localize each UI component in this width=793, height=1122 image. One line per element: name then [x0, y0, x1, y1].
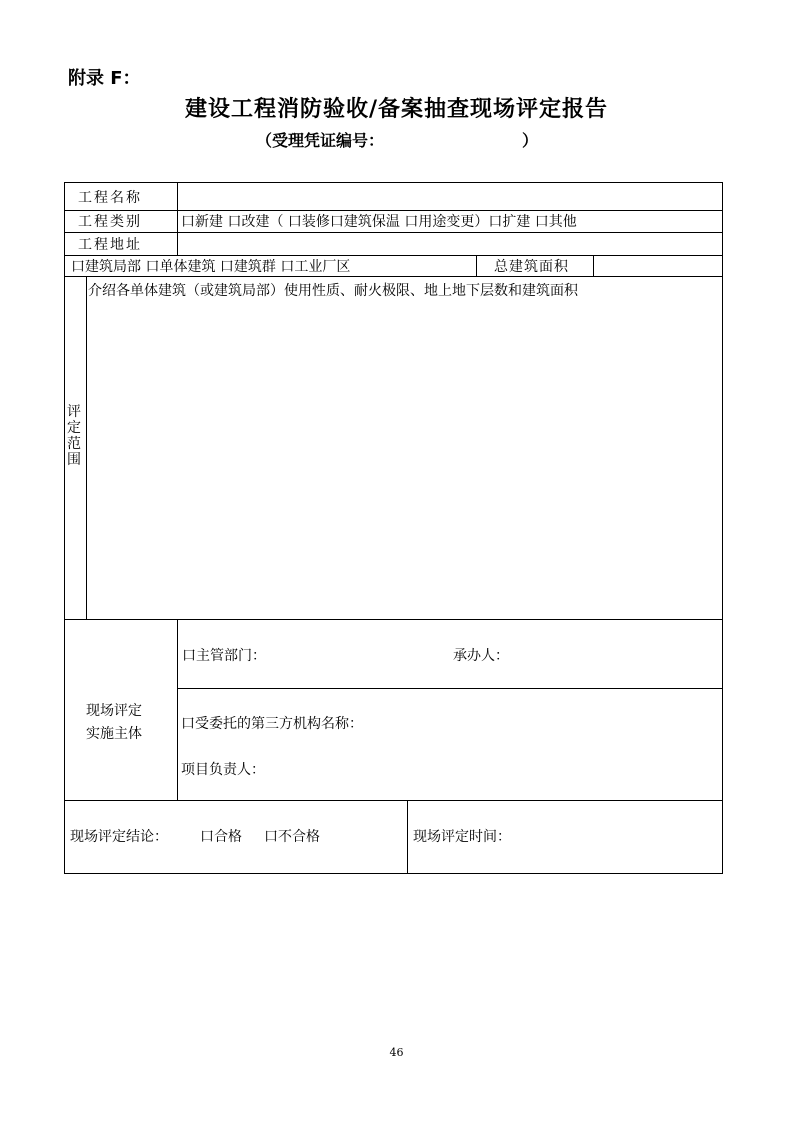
scope-label-char: 定	[67, 420, 81, 436]
building-scope-options[interactable]: 口建筑局部 口单体建筑 口建筑群 口工业厂区	[71, 259, 351, 275]
receipt-number-close-paren: ）	[522, 131, 539, 150]
table-col-divider	[407, 800, 408, 874]
project-address-label: 工程地址	[78, 237, 142, 253]
implementer-label-line2: 实施主体	[86, 726, 142, 742]
authority-option[interactable]: 口主管部门：	[182, 648, 266, 664]
scope-label-char: 围	[67, 452, 81, 468]
total-area-field[interactable]	[594, 256, 722, 276]
page-number: 46	[389, 1046, 404, 1059]
table-border-bottom	[64, 873, 723, 874]
project-address-field[interactable]	[178, 233, 722, 255]
table-border-left	[64, 182, 65, 874]
implementer-label-line1: 现场评定	[86, 703, 142, 719]
appendix-label: 附录 F：	[68, 68, 141, 89]
project-lead-label: 项目负责人：	[181, 762, 265, 778]
evaluation-time-label: 现场评定时间：	[413, 829, 511, 845]
table-rule	[64, 619, 723, 620]
scope-label-char: 评	[67, 404, 81, 420]
page-title: 建设工程消防验收/备案抽查现场评定报告	[184, 97, 609, 122]
receipt-number-line	[256, 128, 539, 151]
receipt-number-label: （受理凭证编号：	[256, 131, 385, 150]
table-col-divider	[177, 619, 178, 801]
total-area-label: 总建筑面积	[494, 259, 569, 275]
project-name-label: 工程名称	[78, 190, 142, 206]
table-rule	[64, 276, 723, 277]
evaluation-scope-description[interactable]: 介绍各单体建筑（或建筑局部）使用性质、耐火极限、地上地下层数和建筑面积	[88, 283, 578, 299]
table-border-right	[722, 182, 723, 874]
scope-label-char: 范	[67, 436, 81, 452]
table-rule	[64, 800, 723, 801]
project-type-label: 工程类别	[78, 214, 142, 230]
table-col-divider	[86, 276, 87, 620]
third-party-option[interactable]: 口受委托的第三方机构名称：	[181, 716, 363, 732]
table-rule	[64, 210, 723, 211]
project-name-field[interactable]	[178, 183, 722, 210]
fail-option[interactable]: 口不合格	[264, 829, 320, 845]
evaluation-scope-label	[66, 404, 82, 468]
conclusion-label: 现场评定结论：	[70, 829, 168, 845]
pass-option[interactable]: 口合格	[200, 829, 242, 845]
table-rule	[177, 688, 723, 689]
project-type-options[interactable]: 口新建 口改建（ 口装修口建筑保温 口用途变更）口扩建 口其他	[181, 214, 577, 230]
table-col-divider	[476, 255, 477, 277]
handler-label: 承办人：	[453, 648, 509, 664]
